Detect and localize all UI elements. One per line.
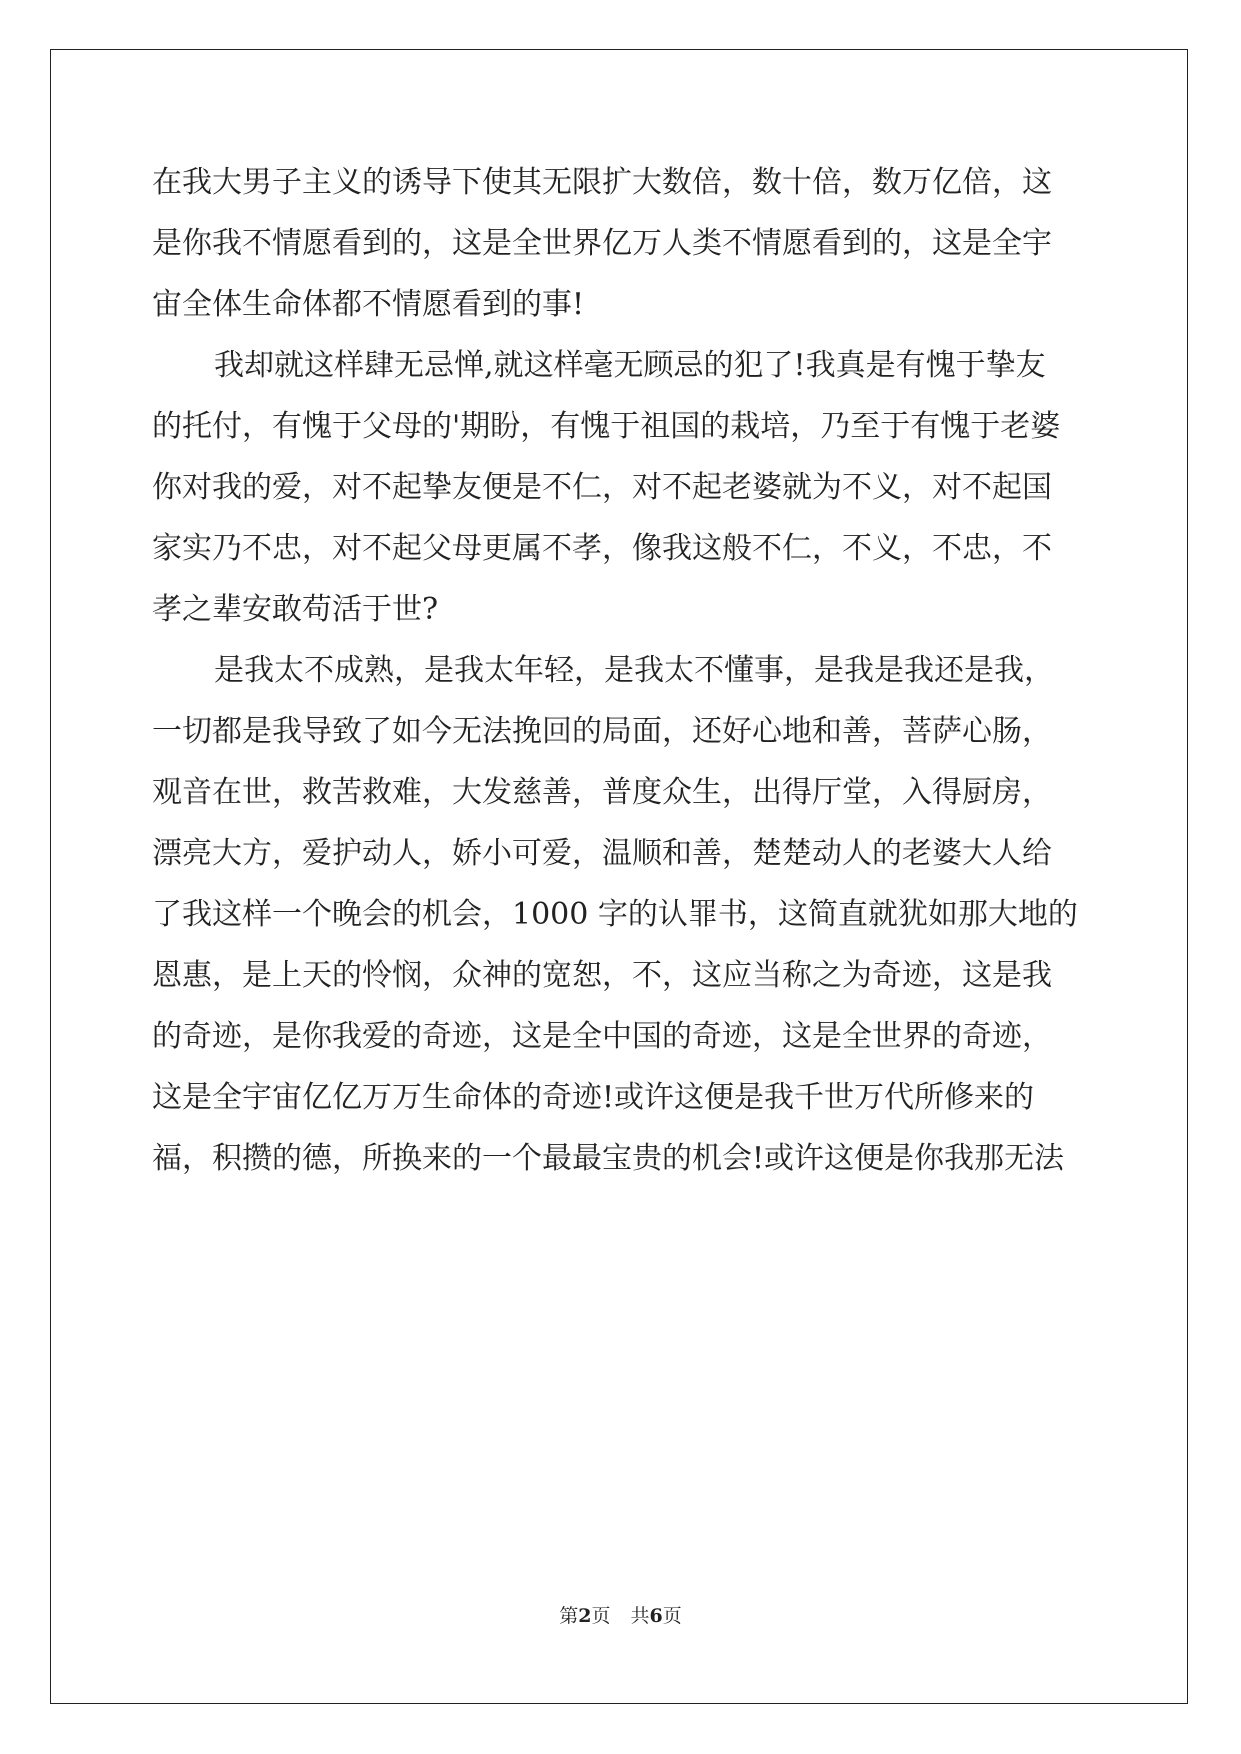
footer-page-suffix: 页: [591, 1605, 611, 1627]
text-line: 观音在世，救苦救难，大发慈善，普度众生，出得厅堂，入得厨房，: [152, 775, 1052, 810]
text-line: 一切都是我导致了如今无法挽回的局面，还好心地和善，菩萨心肠，: [152, 714, 1052, 749]
footer-total-prefix: 共: [630, 1605, 650, 1627]
document-body: [152, 152, 1088, 1189]
text-line: 宙全体生命体都不情愿看到的事!: [152, 287, 585, 322]
text-line: 的奇迹，是你我爱的奇迹，这是全中国的奇迹，这是全世界的奇迹，: [152, 1019, 1052, 1054]
footer-total-suffix: 页: [662, 1605, 682, 1627]
text-line: 恩惠，是上天的怜悯，众神的宽恕，不，这应当称之为奇迹，这是我: [152, 958, 1052, 993]
text-line: 家实乃不忠，对不起父母更属不孝，像我这般不仁，不义，不忠，不: [152, 531, 1052, 566]
page-footer: [0, 1601, 1241, 1628]
text-line: 你对我的爱，对不起挚友便是不仁，对不起老婆就为不义，对不起国: [152, 470, 1052, 505]
footer-page-number: 2: [578, 1605, 592, 1627]
text-line: 这是全宇宙亿亿万万生命体的奇迹!或许这便是我千世万代所修来的: [152, 1080, 1035, 1115]
text-line: 在我大男子主义的诱导下使其无限扩大数倍，数十倍，数万亿倍，这: [152, 165, 1052, 200]
text-line: 了我这样一个晚会的机会，1000 字的认罪书，这简直就犹如那大地的: [152, 897, 1078, 932]
text-line: 是你我不情愿看到的，这是全世界亿万人类不情愿看到的，这是全宇: [152, 226, 1052, 261]
text-line: 我却就这样肆无忌惮,就这样毫无顾忌的犯了!我真是有愧于挚友: [214, 348, 1046, 383]
text-line: 是我太不成熟，是我太年轻，是我太不懂事，是我是我还是我，: [214, 653, 1054, 688]
text-line: 孝之辈安敢苟活于世?: [152, 592, 439, 627]
footer-total-pages: 6: [649, 1605, 663, 1627]
footer-page-prefix: 第: [559, 1605, 579, 1627]
text-line: 的托付，有愧于父母的'期盼，有愧于祖国的栽培，乃至于有愧于老婆: [152, 409, 1061, 444]
text-line: 漂亮大方，爱护动人，娇小可爱，温顺和善，楚楚动人的老婆大人给: [152, 836, 1052, 871]
text-line: 福，积攒的德，所换来的一个最最宝贵的机会!或许这便是你我那无法: [152, 1141, 1065, 1176]
